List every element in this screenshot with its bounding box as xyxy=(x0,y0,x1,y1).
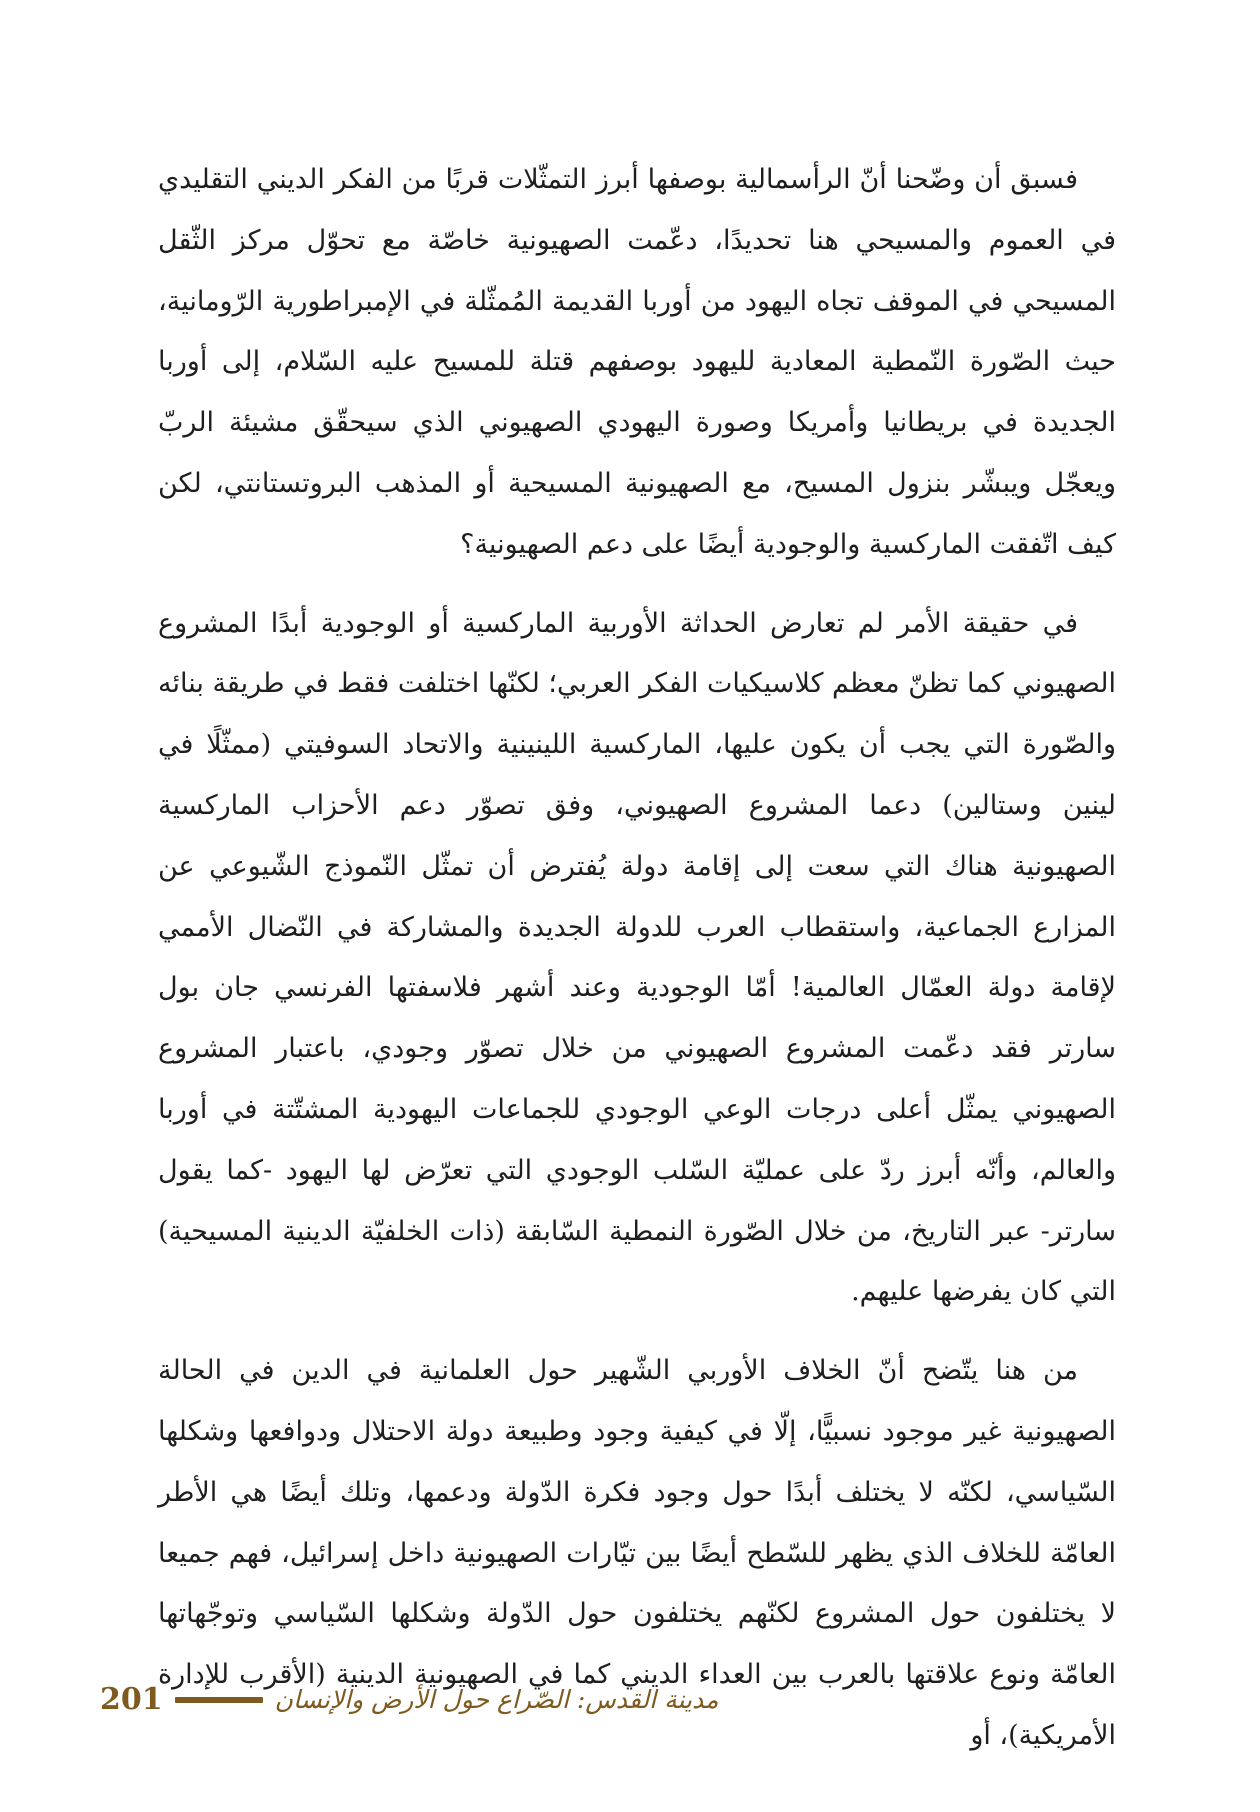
page-number: 201 xyxy=(100,1682,163,1717)
footer-divider-bar xyxy=(175,1697,263,1703)
paragraph-1: فسبق أن وضّحنا أنّ الرأسمالية بوصفها أبرز التمثّلات قربًا من الفكر الديني التقليدي في العموم والمسيحي هنا تحديدًا، دعّمت الصهيونية خاصّة مع تحوّل مركز الثّقل المسيحي في الموقف تجاه اليهود من أوربا القديمة المُمثّلة في الإمبراطورية الرّومانية، حيث الصّورة النّمطية المعادية لليهود بوصفهم قتلة للمسيح عليه السّلام، إلى أوربا الجديدة في بريطانيا وأمريكا وصورة اليهودي الصهيوني الذي سيحقّق مشيئة الربّ ويعجّل ويبشّر بنزول المسيح، مع الصهيونية المسيحية أو المذهب البروتستانتي، لكن كيف اتّفقت الماركسية والوجودية أيضًا على دعم الصهيونية؟ xyxy=(158,164,1116,560)
running-book-title: مدينة القدس: الصّراع حول الأرض والإنسان xyxy=(274,1685,719,1714)
paragraph-3: من هنا يتّضح أنّ الخلاف الأوربي الشّهير حول العلمانية في الدين في الحالة الصهيونية غير موجود نسبيًّا، إلّا في كيفية وجود وطبيعة دولة الاحتلال ودوافعها وشكلها السّياسي، لكنّه لا يختلف أبدًا حول وجود فكرة الدّولة ودعمها، وتلك أيضًا هي الأطر العامّة للخلاف الذي يظهر للسّطح أيضًا بين تيّارات الصهيونية داخل إسرائيل، فهم جميعا لا يختلفون حول المشروع لكنّهم يختلفون حول الدّولة وشكلها السّياسي وتوجّهاتها العامّة ونوع علاقتها بالعرب بين العداء الديني كما في الصهيونية الدينية (الأقرب للإدارة الأمريكية)، أو xyxy=(158,1355,1116,1751)
paragraph-2: في حقيقة الأمر لم تعارض الحداثة الأوربية الماركسية أو الوجودية أبدًا المشروع الصهيوني كما تظنّ معظم كلاسيكيات الفكر العربي؛ لكنّها اختلفت فقط في طريقة بنائه والصّورة التي يجب أن يكون عليها، الماركسية اللينينية والاتحاد السوفيتي (ممثّلًا في لينين وستالين) دعما المشروع الصهيوني، وفق تصوّر دعم الأحزاب الماركسية الصهيونية هناك التي سعت إلى إقامة دولة يُفترض أن تمثّل النّموذج الشّيوعي عن المزارع الجماعية، واستقطاب العرب للدولة الجديدة والمشاركة في النّضال الأممي لإقامة دولة العمّال العالمية! أمّا الوجودية وعند أشهر فلاسفتها الفرنسي جان بول سارتر فقد دعّمت المشروع الصهيوني من خلال تصوّر وجودي، باعتبار المشروع الصهيوني يمثّل أعلى درجات الوعي الوجودي للجماعات اليهودية المشتّتة في أوربا والعالم، وأنّه أبرز ردّ على عمليّة السّلب الوجودي التي تعرّض لها اليهود -كما يقول سارتر- عبر التاريخ، من خلال الصّورة النمطية السّابقة (ذات الخلفيّة الدينية المسيحية) التي كان يفرضها عليهم. xyxy=(157,607,1116,1308)
body-text xyxy=(158,150,1116,1767)
page-footer xyxy=(100,1680,740,1720)
